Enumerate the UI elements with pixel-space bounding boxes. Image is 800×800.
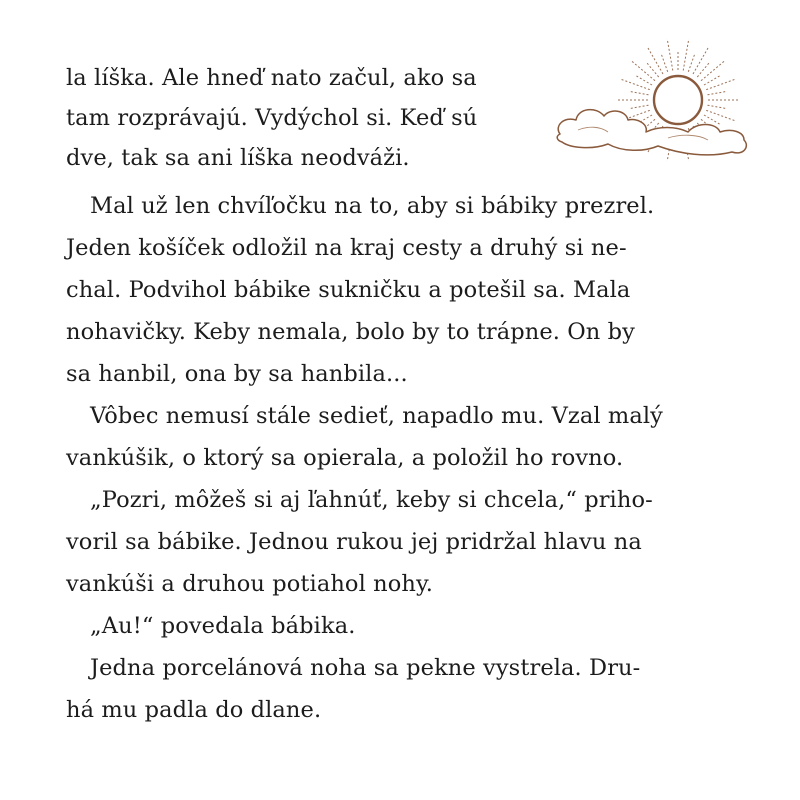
text-line-3: dve, tak sa ani líška neodváži.	[66, 145, 410, 171]
text-line-11: „Pozri, môžeš si aj ľahnúť, keby si chcela,“ priho-	[90, 487, 653, 513]
sun-ray	[647, 46, 663, 74]
sun-ray	[704, 115, 721, 125]
sun-ray	[631, 60, 656, 81]
text-line-5: Jeden košíček odložil na kraj cesty a druhý si ne-	[66, 235, 627, 261]
text-line-2: tam rozprávajú. Vydýchol si. Keď sú	[66, 105, 478, 131]
text-line-4: Mal už len chvíľočku na to, aby si bábiky prezrel.	[90, 193, 655, 219]
text-line-8: sa hanbil, ona by sa hanbila...	[66, 361, 408, 387]
text-line-6: chal. Podvihol bábike sukničku a potešil sa. Mala	[66, 277, 631, 303]
sun-ray	[620, 79, 650, 90]
text-line-9: Vôbec nemusí stále sedieť, napadlo mu. Vzal malý	[90, 403, 663, 429]
text-line-16: há mu padla do dlane.	[66, 697, 322, 723]
sun-ray	[704, 75, 721, 85]
sun-ray	[706, 110, 736, 121]
sun-ray	[688, 53, 695, 72]
text-line-10: vankúšik, o ktorý sa opierala, a položil ho rovno.	[66, 445, 624, 471]
sun-ray	[629, 105, 649, 109]
sun-ray	[708, 105, 728, 109]
sun-ray	[708, 91, 728, 95]
text-line-12: voril sa bábike. Jednou rukou jej pridržal hlavu na	[66, 529, 642, 555]
sun-ray	[693, 46, 709, 74]
sun-ray	[629, 91, 649, 95]
sun-ray	[661, 53, 668, 72]
sun-ray	[635, 75, 652, 85]
sun-ray	[667, 39, 673, 71]
sun-ray	[706, 79, 736, 90]
text-line-1: la líška. Ale hneď nato začul, ako sa	[66, 65, 477, 91]
sun-disc	[654, 76, 702, 124]
sun-ray	[701, 60, 726, 81]
sun-ray	[683, 39, 689, 71]
cloud-shape	[557, 110, 746, 155]
text-line-15: Jedna porcelánová noha sa pekne vystrela. Dru-	[90, 655, 641, 681]
text-line-7: nohavičky. Keby nemala, bolo by to trápne. On by	[66, 319, 635, 345]
text-line-13: vankúši a druhou potiahol nohy.	[66, 571, 434, 597]
text-line-14: „Au!“ povedala bábika.	[90, 613, 356, 639]
sun-cloud-icon	[548, 34, 758, 184]
